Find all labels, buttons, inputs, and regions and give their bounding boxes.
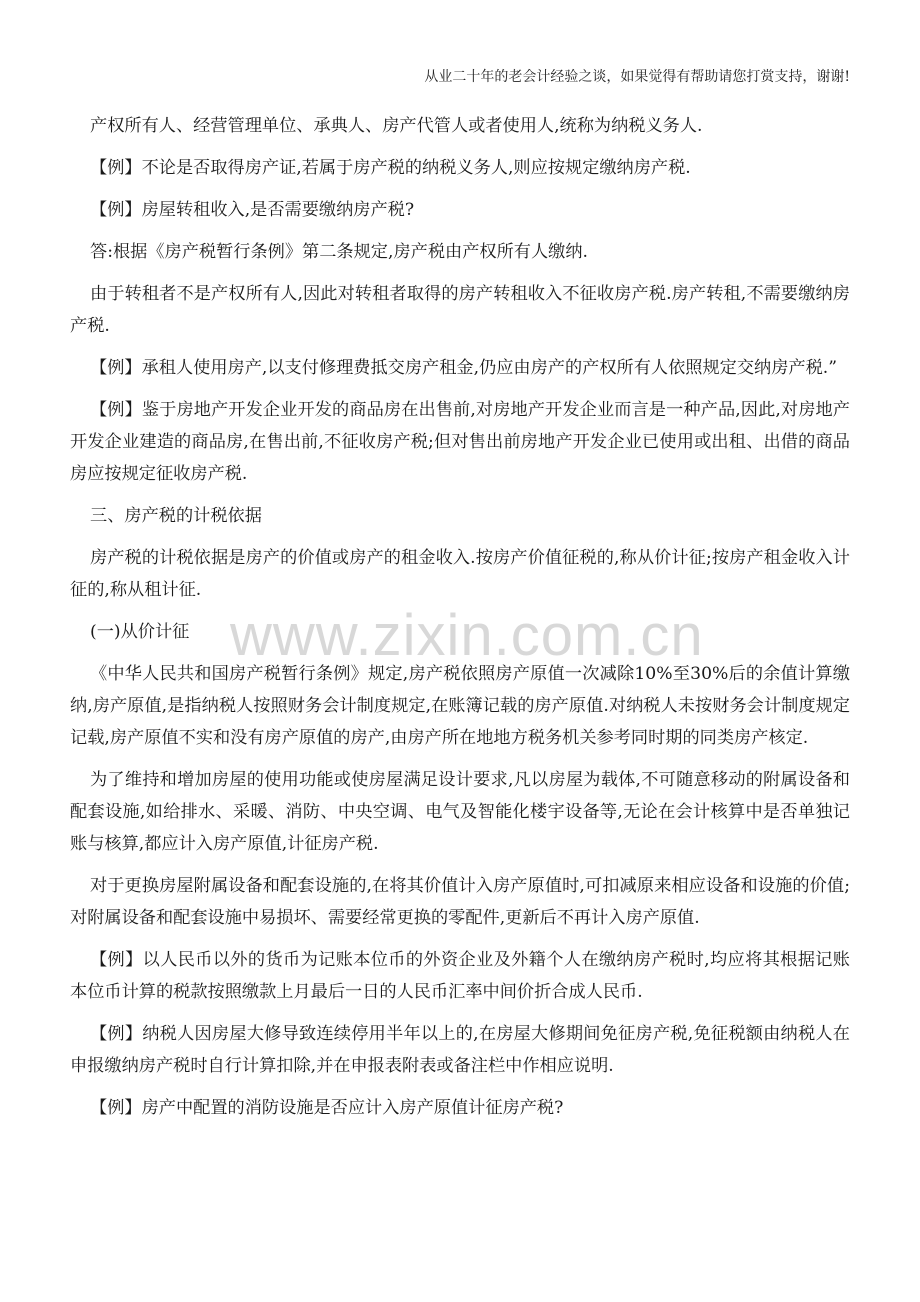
example-paragraph: 【例】以人民币以外的货币为记账本位币的外资企业及外籍个人在缴纳房产税时,均应将其根据记账本位币计算的税款按照缴款上月最后一日的人民币汇率中间价折合成人民币. xyxy=(70,950,850,1002)
paragraph: 由于转租者不是产权所有人,因此对转租者取得的房产转租收入不征收房产税.房产转租,不需要缴纳房产税. xyxy=(70,284,850,336)
answer-paragraph: 答:根据《房产税暂行条例》第二条规定,房产税由产权所有人缴纳. xyxy=(90,242,588,262)
example-paragraph: 【例】承租人使用房产,以支付修理费抵交房产租金,仍应由房产的产权所有人依照规定交纳房产税.” xyxy=(90,358,838,378)
paragraph: 对于更换房屋附属设备和配套设施的,在将其价值计入房产原值时,可扣减原来相应设备和设施的价值;对附属设备和配套设施中易损坏、需要经常更换的零配件,更新后不再计入房产原值. xyxy=(70,876,850,928)
example-paragraph: 【例】鉴于房地产开发企业开发的商品房在出售前,对房地产开发企业而言是一种产品,因此,对房地产开发企业建造的商品房,在售出前,不征收房产税;但对售出前房地产开发企业已使用或出租、出借的商品房应按规定征收房产税. xyxy=(70,400,850,484)
document-body xyxy=(70,110,850,1134)
paragraph: 《中华人民共和国房产税暂行条例》规定,房产税依照房产原值一次减除10%至30%后的余值计算缴纳,房产原值,是指纳税人按照财务会计制度规定,在账簿记载的房产原值.对纳税人未按财务会计制度规定记载,房产原值不实和没有房产原值的房产,由房产所在地地方税务机关参考同时期的同类房产核定. xyxy=(70,664,850,748)
example-paragraph: 【例】纳税人因房屋大修导致连续停用半年以上的,在房屋大修期间免征房产税,免征税额由纳税人在申报缴纳房产税时自行计算扣除,并在申报表附表或备注栏中作相应说明. xyxy=(70,1024,850,1076)
example-paragraph: 【例】不论是否取得房产证,若属于房产税的纳税义务人,则应按规定缴纳房产税. xyxy=(90,158,691,178)
paragraph: 产权所有人、经营管理单位、承典人、房产代管人或者使用人,统称为纳税义务人. xyxy=(90,116,703,136)
subsection-heading: (一)从价计征 xyxy=(90,622,190,642)
paragraph: 房产税的计税依据是房产的价值或房产的租金收入.按房产价值征税的,称从价计征;按房产租金收入计征的,称从租计征. xyxy=(70,548,850,600)
example-paragraph: 【例】房屋转租收入,是否需要缴纳房产税? xyxy=(90,200,415,220)
example-paragraph: 【例】房产中配置的消防设施是否应计入房产原值计征房产税? xyxy=(90,1098,564,1118)
watermark: www.zixin.com.cn xyxy=(230,603,704,668)
paragraph: 为了维持和增加房屋的使用功能或使房屋满足设计要求,凡以房屋为载体,不可随意移动的附属设备和配套设施,如给排水、采暖、消防、中央空调、电气及智能化楼宇设备等,无论在会计核算中是否单独记账与核算,都应计入房产原值,计征房产税. xyxy=(70,770,850,854)
header-note: 从业二十年的老会计经验之谈，如果觉得有帮助请您打赏支持，谢谢! xyxy=(424,69,850,85)
section-heading: 三、房产税的计税依据 xyxy=(90,506,262,526)
